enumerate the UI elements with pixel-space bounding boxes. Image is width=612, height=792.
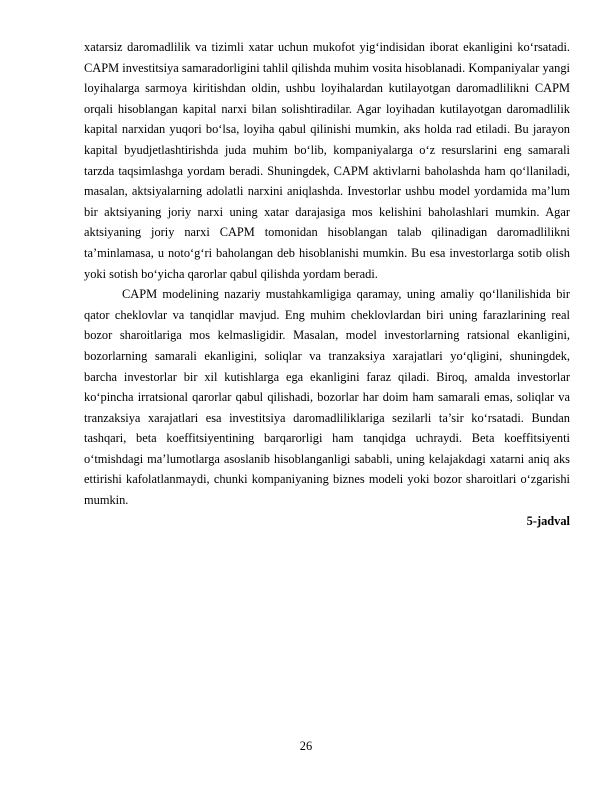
- paragraph-capm-limitations: CAPM modelining nazariy mustahkamligiga qaramay, uning amaliy qo‘llanilishida bir qator cheklovlar va tanqidlar mavjud. Eng muhim cheklovlardan biri uning farazlarining real bozor sharoitlariga mos kelmasligidir. Masalan, model investorlarning ratsional ekanligini, bozorlarning samarali ekanligini, soliqlar va tranzaksiya xarajatlari yo‘qligini, shuningdek, barcha investorlar bir xil kutishlarga ega ekanligini faraz qiladi. Biroq, amalda investorlar ko‘pincha irratsional qarorlar qabul qilishadi, bozorlar har doim ham samarali emas, soliqlar va tranzaksiya xarajatlari esa investitsiya daromadliliklariga sezilarli ta’sir ko‘rsatadi. Bundan tashqari, beta koeffitsiyentining barqarorligi ham tanqidga uchraydi. Beta koeffitsiyenti o‘tmishdagi ma’lumotlarga asoslanib hisoblanganligi sababli, uning kelajakdagi xatarni aniq aks ettirishi kafolatlanmaydi, chunki kompaniyaning biznes modeli yoki bozor sharoitlari o‘zgarishi mumkin.: [84, 287, 570, 508]
- body-text: [84, 37, 570, 531]
- table-label: 5-jadval: [526, 513, 570, 528]
- paragraph-capm-usage: xatarsiz daromadlilik va tizimli xatar uchun mukofot yig‘indisidan iborat ekanligini ko‘rsatadi. CAPM investitsiya samaradorligini tahlil qilishda muhim vosita hisoblanadi. Kompaniyalar yangi loyihalarga sarmoya kiritishdan oldin, ushbu loyihalardan kutilayotgan daromadlilikni CAPM orqali hisoblangan kapital narxi bilan solishtiradilar. Agar loyihadan kutilayotgan daromadlilik kapital narxidan yuqori bo‘lsa, loyiha qabul qilinishi mumkin, aks holda rad etiladi. Bu jarayon kapital byudjetlashtirishda juda muhim bo‘lib, kompaniyalarga o‘z resurslarini eng samarali tarzda taqsimlashga yordam beradi. Shuningdek, CAPM aktivlarni baholashda ham qo‘llaniladi, masalan, aktsiyalarning adolatli narxini aniqlashda. Investorlar ushbu model yordamida ma’lum bir aktsiyaning joriy narxi uning xatar darajasiga mos kelishini baholashlari mumkin. Agar aktsiyaning joriy narxi CAPM tomonidan hisoblangan talab qilinadigan daromadlilikni ta’minlamasa, u noto‘g‘ri baholangan deb hisoblanishi mumkin. Bu esa investorlarga sotib olish yoki sotish bo‘yicha qarorlar qabul qilishda yordam beradi.: [84, 40, 570, 281]
- page-number: 26: [299, 739, 313, 753]
